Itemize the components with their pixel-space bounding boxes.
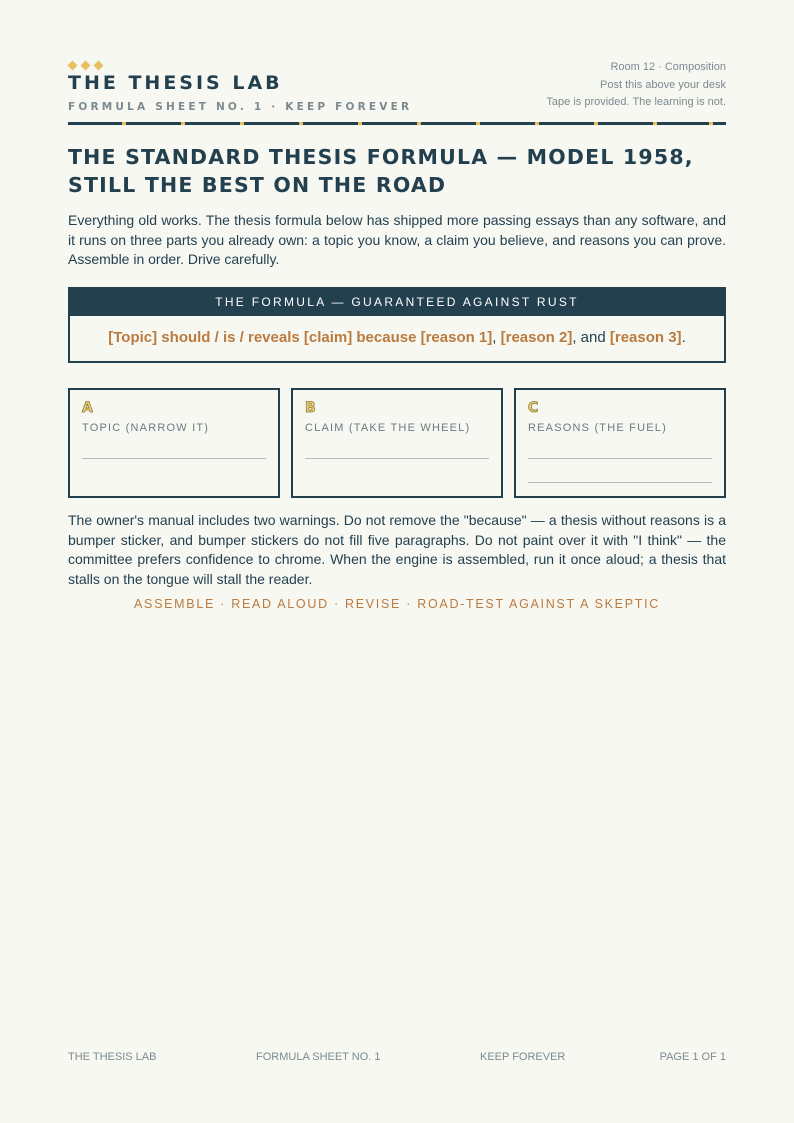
formula-heading: THE FORMULA — GUARANTEED AGAINST RUST <box>70 289 724 316</box>
formula-parts-cards <box>68 388 726 498</box>
formula-sep-1: , <box>492 329 501 346</box>
owners-manual-paragraph: The owner's manual includes two warnings. Do not remove the "because" — a thesis without reasons is a bumper sticker, and bumper stickers do not fill five paragraphs. Do not paint over it with "I think" — the committee prefers confidence to chrome. When the engine is assembled, run it once aloud; a thesis that stalls on the tongue will stall the reader. <box>68 512 726 587</box>
write-in-line[interactable] <box>528 482 712 483</box>
meta-post: Post this above your desk <box>600 78 726 91</box>
write-in-line[interactable] <box>82 458 266 459</box>
brand-title: THE THESIS LAB <box>68 72 283 94</box>
intro-paragraph: Everything old works. The thesis formula below has shipped more passing essays than any software, and it runs on three parts you already own: a topic you know, a claim you believe, and reasons you can prove. Assemble in order. Drive carefully. <box>68 212 726 267</box>
formula-end: . <box>681 329 686 346</box>
formula-part-3: [reason 3] <box>609 329 682 346</box>
card-reasons <box>514 388 726 498</box>
header-rule <box>68 122 726 125</box>
write-in-line[interactable] <box>305 458 489 459</box>
card-label: REASONS (THE FUEL) <box>528 422 667 434</box>
page <box>68 0 726 1123</box>
meta-room: Room 12 · Composition <box>610 61 726 73</box>
footer-left: THE THESIS LAB <box>68 1051 157 1063</box>
header <box>68 54 726 124</box>
formula-part-2: [reason 2] <box>500 329 573 346</box>
page-title <box>68 143 726 199</box>
formula-box <box>68 287 726 363</box>
footer-page-number: PAGE 1 OF 1 <box>659 1051 726 1063</box>
formula-text <box>70 329 724 346</box>
steps-line: ASSEMBLE · READ ALOUD · REVISE · ROAD-TEST AGAINST A SKEPTIC <box>134 597 660 611</box>
meta-tape: Tape is provided. The learning is not. <box>546 96 726 108</box>
diamond-ornament-icon <box>68 56 107 68</box>
card-topic <box>68 388 280 498</box>
formula-part-1: [Topic] should / is / reveals [claim] because [reason 1] <box>108 329 493 346</box>
card-label: CLAIM (TAKE THE WHEEL) <box>305 422 471 434</box>
brand-subtitle: FORMULA SHEET NO. 1 · KEEP FOREVER <box>68 101 413 113</box>
footer-center-right: KEEP FOREVER <box>480 1051 566 1063</box>
formula-sep-2: , and <box>572 329 610 346</box>
card-letter: B <box>305 400 316 416</box>
footer <box>68 1051 726 1067</box>
card-claim <box>291 388 503 498</box>
card-label: TOPIC (NARROW IT) <box>82 422 210 434</box>
write-in-line[interactable] <box>528 458 712 459</box>
title-line-2: STILL THE BEST ON THE ROAD <box>68 173 447 197</box>
card-letter: A <box>82 400 93 416</box>
footer-center-left: FORMULA SHEET NO. 1 <box>256 1051 381 1063</box>
title-line-1: THE STANDARD THESIS FORMULA — MODEL 1958, <box>68 145 694 169</box>
header-meta <box>546 59 726 112</box>
card-letter: C <box>528 400 539 416</box>
